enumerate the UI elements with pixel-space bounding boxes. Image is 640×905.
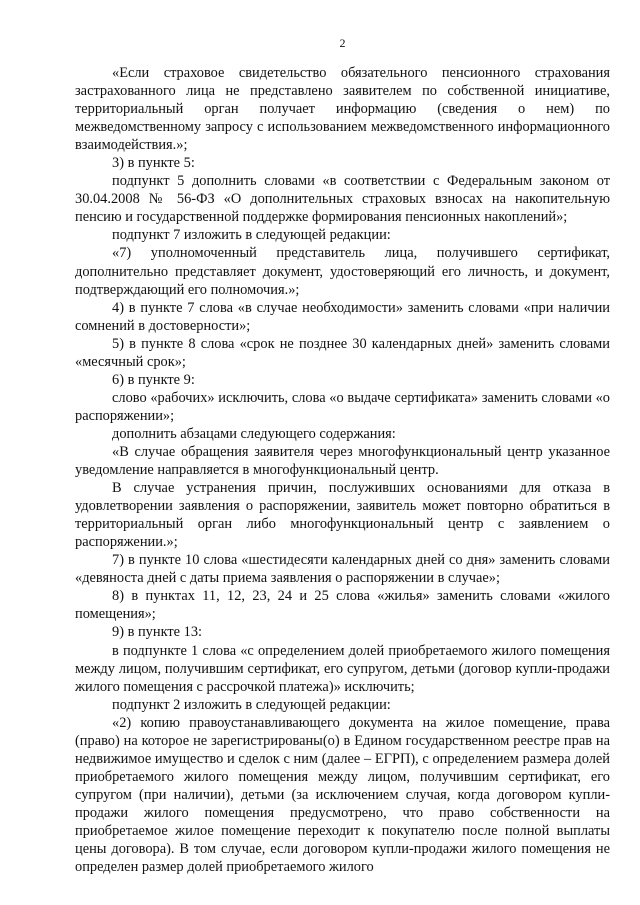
- paragraph-item-5: 5) в пункте 8 слова «срок не позднее 30 календарных дней» заменить словами «месячный срок»;: [75, 335, 610, 370]
- paragraph-add-clauses: дополнить абзацами следующего содержания:: [112, 425, 396, 442]
- paragraph-subitem-7-heading: подпункт 7 изложить в следующей редакции:: [112, 227, 391, 244]
- document-body: [75, 64, 610, 876]
- page-number: 2: [339, 36, 346, 50]
- paragraph-item-9-heading: 9) в пункте 13:: [112, 624, 203, 641]
- paragraph-snils-information: «Если страховое свидетельство обязательного пенсионного страхования застрахованного лица не представлено заявителем по собственной инициативе, территориальный орган получает информацию (сведения о нем) по межведомственному запросу с использованием межведомственного информационного взаимодействия.»;: [75, 65, 610, 154]
- document-page: [75, 36, 610, 876]
- paragraph-mfc-notice: «В случае обращения заявителя через многофункциональный центр указанное уведомление направляется в многофункциональный центр.: [75, 443, 610, 479]
- paragraph-item-6-heading: 6) в пункте 9:: [112, 371, 195, 388]
- paragraph-subitem-7-text: «7) уполномоченный представитель лица, получившего сертификат, дополнительно представляет документ, удостоверяющий его личность, и документ, подтверждающий его полномочия.»;: [75, 245, 610, 298]
- paragraph-item-3-heading: 3) в пункте 5:: [112, 155, 195, 172]
- paragraph-item-8: 8) в пунктах 11, 12, 23, 24 и 25 слова «жилья» заменить словами «жилого помещения»;: [75, 588, 610, 623]
- paragraph-subitem-5-addition: подпункт 5 дополнить словами «в соответствии с Федеральным законом от 30.04.2008 № 56-ФЗ «О дополнительных страховых взносах на накопительную пенсию и государственной поддержке формирования пенсионных накоплений»;: [75, 173, 610, 226]
- paragraph-subitem-2-text: «2) копию правоустанавливающего документа на жилое помещение, права (право) на которое не зарегистрированы(о) в Едином государственном реестре прав на недвижимое имущество и сделок с ним (далее – ЕГРП), с определением размера долей приобретаемого жилого помещения между лицом, получившим сертификат, его супругом (при наличии), детьми (за исключением случая, когда договором купли-продажи жилого помещения предусмотрено, что право собственности на приобретаемое жилое помещение переходит к покупателю после полной выплаты цены договора). В том случае, если договором купли-продажи жилого помещения не определен размер долей приобретаемого жилого: [75, 714, 610, 876]
- paragraph-item-6-words: слово «рабочих» исключить, слова «о выдаче сертификата» заменить словами «о распоряжении»;: [75, 389, 610, 424]
- paragraph-subitem-1-exclusion: в подпункте 1 слова «с определением долей приобретаемого жилого помещения между лицом, получившим сертификат, его супругом, детьми (договор купли-продажи жилого помещения с рассрочкой платежа)» исключить;: [75, 642, 610, 695]
- paragraph-subitem-2-heading: подпункт 2 изложить в следующей редакции:: [112, 696, 391, 713]
- paragraph-item-4: 4) в пункте 7 слова «в случае необходимости» заменить словами «при наличии сомнений в достоверности»;: [75, 299, 610, 334]
- paragraph-item-7: 7) в пункте 10 слова «шестидесяти календарных дней со дня» заменить словами «девяноста дней с даты приема заявления о распоряжении в случае»;: [75, 552, 610, 587]
- paragraph-repeat-application: В случае устранения причин, послуживших основаниями для отказа в удовлетворении заявления о распоряжении, заявитель может повторно обратиться в территориальный орган либо многофункциональный центр с заявлением о распоряжении.»;: [75, 480, 610, 551]
